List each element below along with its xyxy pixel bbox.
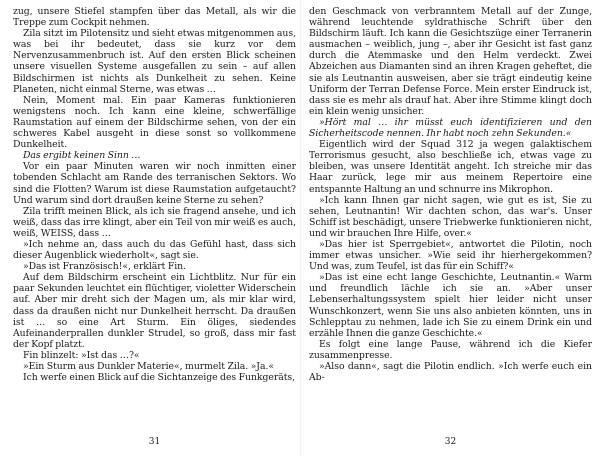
paragraph: Zila trifft meinen Blick, als ich sie fragend ansehe, und ich weiß, dass das irre klingt, aber ein Teil von mir weiß es auch, weiß, WEISS, dass … (13, 205, 296, 239)
paragraph: »Das ist eine echt lange Geschichte, Leutnantin.« Warm und freundlich lächle ich sie an. »Aber unser Lebenserhaltungssystem spielt hier leider nicht unser Wunschkonzert, wenn Sie uns also anbieten könnten, uns in Schlepptau zu nehmen, lade ich Sie zu einem Drink ein und erzähle Ihnen die ganze Geschichte.« (309, 272, 592, 339)
paragraph: »Das ist Französisch!«, erklärt Fin. (23, 261, 187, 273)
paragraph: »Das hier ist Sperrgebiet«, antwortet die Pilotin, noch immer etwas unsicher. »Wie seid ihr hierhergekommen? Und was, zum Teufel, ist das für ein Schiff?« (309, 238, 592, 273)
right-page (309, 0, 592, 456)
paragraph: »Hört mal … ihr müsst euch identifizieren und den Sicherheitscode nennen. Ihr habt noch zehn Sekunden.« (309, 116, 592, 140)
paragraph: »Ich kann Ihnen gar nicht sagen, wie gut es ist, Sie zu sehen, Leutnantin! Wir dachten schon, das war's. Unser Schiff ist beschädigt, unsere Triebwerke funktionieren nicht, und wir brauchen Ihre Hilfe, over.« (309, 194, 592, 239)
paragraph: Das ergibt keinen Sinn … (23, 150, 141, 162)
paragraph: Eigentlich wird der Squad 312 ja wegen galaktischem Terrorismus gesucht, also beschließe ich, etwas vage zu bleiben, was unsere Identität angeht. Ich streiche mir das Haar zurück, lege mir aus meinem Repertoire eine entspannte Haltung an und schnurre ins Mikrophon. (309, 139, 592, 195)
paragraph: »Also dann«, sagt die Pilotin endlich. »Ich werfe euch ein Ab- (309, 361, 592, 384)
left-page (13, 0, 296, 456)
paragraph: Vor ein paar Minuten waren wir noch inmitten einer tobenden Schlacht am Rande des terranischen Sektors. Wo sind die Flotten? Warum ist diese Raumstation aufgetaucht? Und warum sind dort draußen keine Sterne zu sehen? (13, 161, 296, 206)
page-gutter (300, 0, 301, 456)
paragraph: Es folgt eine lange Pause, während ich die Kiefer zusammenpresse. (309, 338, 592, 361)
paragraph: Fin blinzelt: »Ist das …?« (23, 349, 140, 361)
paragraph: »Ich nehme an, dass auch du das Gefühl hast, dass sich dieser Augenblick wiederholt«, sagt sie. (13, 238, 296, 262)
paragraph: Zila sitzt im Pilotensitz und sieht etwas mitgenommen aus, was bei ihr bedeutet, dass sie kurz vor dem Nervenzusammenbruch ist. Auf den ersten Blick scheinen unsere visuellen Systeme ausgefallen zu sein – auf allen Bildschirmen ist nichts als Dunkelheit zu sehen. Keine Planeten, nicht einmal Sterne, was etwas … (13, 28, 296, 95)
paragraph: Nein, Moment mal. Ein paar Kameras funktionieren wenigstens noch. Ich kann eine kleine, schwerfällige Raumstation auf einem der Bildschirme sehen, von der ein schweres Kabel ausgeht in diese sonst so vollkommene Dunkelheit. (13, 94, 296, 151)
paragraph: Ich werfe einen Blick auf die Sichtanzeige des Funkgeräts, (23, 372, 296, 384)
paragraph: zug, unsere Stiefel stampfen über das Metall, als wir die Treppe zum Cockpit nehmen. (13, 6, 296, 29)
right-page-text (309, 6, 592, 440)
right-page-number: 32 (444, 436, 457, 447)
paragraph: den Geschmack von verbranntem Metall auf der Zunge, während leuchtende syldrathische Schrift über den Bildschirm läuft. Ich kann die Gesichtszüge einer Terranerin ausmachen – weiblich, jung –, aber ihr Gesicht ist fast ganz durch die Atemmaske und den Helm verdeckt. Zwei Abzeichen aus Diamanten sind an ihren Kragen geheftet, die sie als Leutnantin ausweisen, aber sie trägt eindeutig keine Uniform der Terran Defense Force. Mein erster Eindruck ist, dass sie es mehr als drauf hat. Aber ihre Stimme klingt doch ein klein wenig unsicher. (309, 6, 592, 117)
left-page-text (13, 6, 296, 440)
paragraph: Auf dem Bildschirm erscheint ein Lichtblitz. Nur für ein paar Sekunden leuchtet ein flüchtiger, violetter Widerschein auf. Aber mir dreht sich der Magen um, als mir klar wird, dass da draußen nicht nur Dunkelheit herrscht. Da draußen ist … so eine Art Sturm. Ein öliges, siedendes Aufeinanderprallen dunkler Strudel, so groß, dass mir fast der Kopf platzt. (13, 272, 296, 350)
paragraph: »Ein Sturm aus Dunkler Materie«, murmelt Zila. »Ja.« (23, 361, 275, 372)
left-page-number: 31 (148, 436, 161, 447)
